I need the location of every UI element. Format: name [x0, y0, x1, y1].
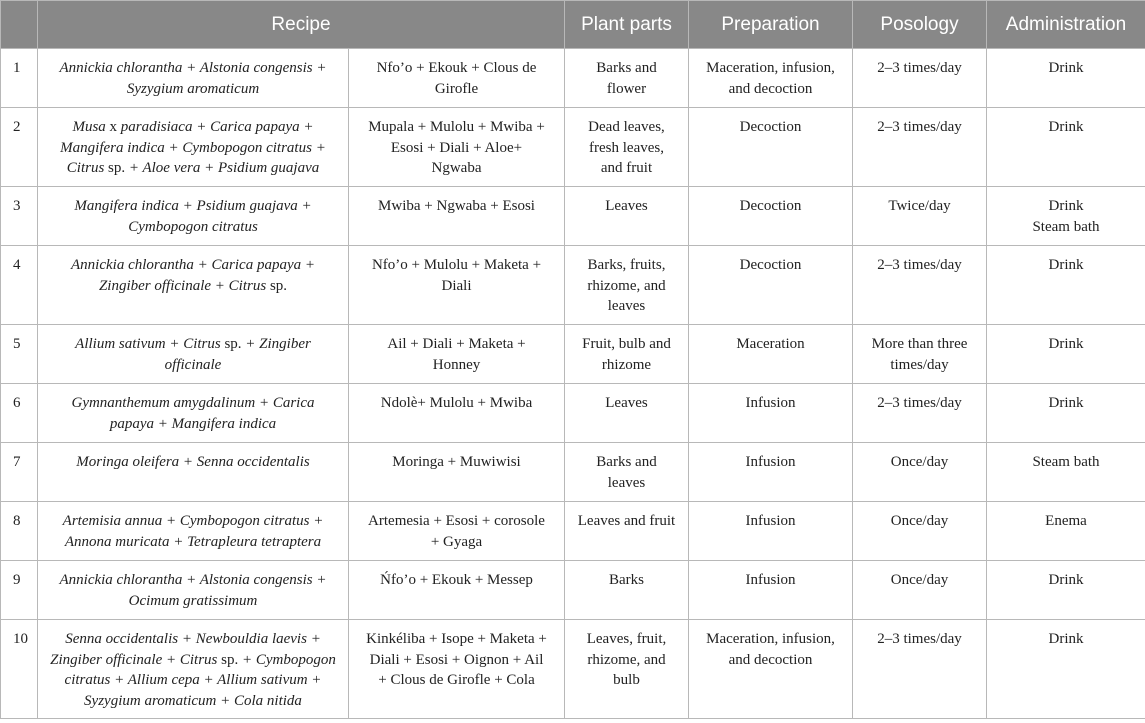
preparation-cell-line: Maceration, infusion,	[706, 631, 835, 647]
plant-parts-cell	[565, 49, 689, 108]
preparation-cell-line: Infusion	[745, 454, 796, 470]
administration-cell-line: Drink	[1048, 60, 1084, 76]
preparation-cell	[689, 325, 853, 384]
recipe-scientific-names-line: Gymnanthemum amygdalinum + Carica	[71, 395, 315, 411]
plant-parts-cell	[565, 561, 689, 620]
administration-cell	[987, 49, 1145, 108]
preparation-cell-line: and decoction	[728, 651, 813, 668]
recipe-local-names	[349, 502, 565, 561]
administration-cell	[987, 187, 1145, 246]
administration-cell-line: Drink	[1048, 257, 1084, 273]
preparation-cell-line: Maceration, infusion,	[706, 60, 835, 76]
recipe-scientific-names-line: Allium sativum + Citrus sp. + Zingiber	[75, 336, 311, 352]
table-row	[1, 561, 1145, 620]
plant-parts-cell-line: bulb	[613, 672, 640, 688]
posology-cell	[853, 384, 987, 443]
recipe-scientific-names	[38, 187, 349, 246]
row-number: 6	[1, 384, 38, 443]
plant-parts-cell-line: rhizome, and	[587, 651, 666, 668]
plant-parts-cell-line: and fruit	[600, 160, 653, 176]
preparation-cell	[689, 384, 853, 443]
table-row	[1, 325, 1145, 384]
plant-parts-cell-line: Leaves, fruit,	[586, 631, 667, 647]
recipe-local-names	[349, 620, 565, 719]
plant-parts-cell	[565, 502, 689, 561]
recipe-local-names	[349, 561, 565, 620]
recipe-local-names-line: Diali	[441, 277, 472, 294]
recipe-local-names	[349, 187, 565, 246]
recipe-local-names-line: Esosi + Diali + Aloe+	[390, 139, 523, 156]
plant-parts-cell	[565, 187, 689, 246]
table-row	[1, 187, 1145, 246]
plant-parts-cell-line: Barks, fruits,	[587, 257, 666, 273]
administration-cell	[987, 246, 1145, 325]
recipe-local-names	[349, 246, 565, 325]
posology-cell-line: More than three	[871, 336, 968, 352]
recipe-local-names-line: Nfo’o + Ekouk + Clous de	[376, 60, 537, 76]
administration-cell	[987, 325, 1145, 384]
recipe-scientific-names-line: Syzygium aromaticum + Cola nitida	[84, 692, 302, 709]
recipe-local-names-line: Artemesia + Esosi + corosole	[368, 513, 545, 529]
recipe-local-names-line: + Gyaga	[430, 533, 483, 550]
preparation-cell-line: Infusion	[745, 572, 796, 588]
administration-cell-line: Enema	[1045, 513, 1087, 529]
row-number: 10	[1, 620, 38, 719]
posology-cell-line: 2–3 times/day	[877, 631, 962, 647]
recipe-scientific-names-line: Zingiber officinale + Citrus sp. + Cymbopogon	[50, 651, 336, 668]
posology-cell	[853, 49, 987, 108]
recipe-scientific-names-line: Zingiber officinale + Citrus sp.	[98, 277, 288, 294]
administration-cell-line: Drink	[1048, 631, 1084, 647]
plant-parts-cell	[565, 384, 689, 443]
plant-parts-cell-line: Leaves	[605, 198, 648, 214]
row-number: 9	[1, 561, 38, 620]
preparation-cell	[689, 502, 853, 561]
administration-cell	[987, 620, 1145, 719]
recipe-scientific-names	[38, 443, 349, 502]
preparation-cell-line: Decoction	[739, 257, 802, 273]
table-row	[1, 443, 1145, 502]
header-administration: Administration	[987, 1, 1145, 49]
preparation-cell	[689, 187, 853, 246]
table-row	[1, 49, 1145, 108]
preparation-cell	[689, 561, 853, 620]
plant-parts-cell-line: rhizome, and	[587, 277, 666, 294]
plant-parts-cell	[565, 443, 689, 502]
recipe-scientific-names	[38, 561, 349, 620]
posology-cell-line: times/day	[890, 356, 949, 373]
posology-cell	[853, 108, 987, 187]
table-row	[1, 246, 1145, 325]
recipe-scientific-names-line: Senna occidentalis + Newbouldia laevis +	[65, 631, 321, 647]
plant-parts-cell	[565, 325, 689, 384]
recipe-local-names	[349, 443, 565, 502]
table-row	[1, 108, 1145, 187]
plant-parts-cell	[565, 620, 689, 719]
administration-cell-line: Drink	[1048, 336, 1084, 352]
recipe-scientific-names-line: Musa x paradisiaca + Carica papaya +	[72, 119, 314, 135]
recipe-scientific-names-line: Syzygium aromaticum	[126, 80, 260, 97]
recipe-local-names-line: Ńfo’o + Ekouk + Messep	[380, 572, 533, 588]
header-plant-parts: Plant parts	[565, 1, 689, 49]
recipe-scientific-names-line: Ocimum gratissimum	[128, 592, 258, 609]
preparation-cell	[689, 246, 853, 325]
row-number: 1	[1, 49, 38, 108]
header-preparation: Preparation	[689, 1, 853, 49]
recipe-local-names-line: Diali + Esosi + Oignon + Ail	[369, 651, 544, 668]
posology-cell	[853, 502, 987, 561]
plant-parts-cell-line: Fruit, bulb and	[582, 336, 671, 352]
recipe-local-names-line: Kinkéliba + Isope + Maketa +	[366, 631, 547, 647]
posology-cell-line: Twice/day	[888, 198, 951, 214]
recipe-scientific-names	[38, 325, 349, 384]
header-recipe: Recipe	[38, 1, 565, 49]
posology-cell-line: 2–3 times/day	[877, 119, 962, 135]
recipe-scientific-names-line: Annickia chlorantha + Carica papaya +	[71, 257, 315, 273]
plant-parts-cell	[565, 108, 689, 187]
administration-cell	[987, 384, 1145, 443]
posology-cell-line: Once/day	[890, 454, 949, 470]
recipe-scientific-names-line: Citrus sp. + Aloe vera + Psidium guajava	[66, 160, 320, 176]
recipe-scientific-names	[38, 49, 349, 108]
posology-cell	[853, 443, 987, 502]
row-number: 5	[1, 325, 38, 384]
header-row	[1, 1, 1145, 49]
posology-cell	[853, 561, 987, 620]
recipe-scientific-names-line: Mangifera indica + Psidium guajava +	[74, 198, 312, 214]
preparation-cell-line: and decoction	[728, 80, 813, 97]
recipe-local-names-line: Mwiba + Ngwaba + Esosi	[378, 198, 535, 214]
recipe-scientific-names-line: citratus + Allium cepa + Allium sativum +	[64, 672, 322, 688]
posology-cell	[853, 187, 987, 246]
row-number: 4	[1, 246, 38, 325]
administration-cell-line: Steam bath	[1032, 454, 1100, 470]
plant-parts-cell-line: rhizome	[601, 356, 652, 373]
table-row	[1, 384, 1145, 443]
recipe-scientific-names	[38, 246, 349, 325]
recipe-local-names-line: Girofle	[434, 80, 479, 97]
plant-parts-cell-line: Barks and	[596, 454, 657, 470]
posology-cell-line: 2–3 times/day	[877, 395, 962, 411]
plant-parts-cell-line: Barks	[609, 572, 644, 588]
table-row	[1, 502, 1145, 561]
posology-cell-line: 2–3 times/day	[877, 60, 962, 76]
recipe-local-names-line: Moringa + Muwiwisi	[392, 454, 521, 470]
posology-cell-line: 2–3 times/day	[877, 257, 962, 273]
preparation-cell	[689, 108, 853, 187]
recipe-local-names-line: Ngwaba	[431, 160, 482, 176]
administration-cell	[987, 108, 1145, 187]
posology-cell-line: Once/day	[890, 513, 949, 529]
administration-cell-line: Drink	[1048, 198, 1084, 214]
recipe-local-names	[349, 108, 565, 187]
recipe-scientific-names-line: Annickia chlorantha + Alstonia congensis +	[59, 60, 327, 76]
table-body	[1, 49, 1145, 719]
plant-parts-cell-line: Leaves	[605, 395, 648, 411]
recipe-scientific-names	[38, 502, 349, 561]
administration-cell	[987, 561, 1145, 620]
row-number: 3	[1, 187, 38, 246]
administration-cell-line: Drink	[1048, 572, 1084, 588]
recipe-scientific-names-line: Artemisia annua + Cymbopogon citratus +	[62, 513, 324, 529]
administration-cell	[987, 443, 1145, 502]
administration-cell-line: Drink	[1048, 119, 1084, 135]
recipe-local-names	[349, 384, 565, 443]
recipe-scientific-names-line: officinale	[164, 356, 222, 373]
recipe-scientific-names-line: papaya + Mangifera indica	[109, 415, 277, 432]
preparation-cell-line: Infusion	[745, 513, 796, 529]
preparation-cell-line: Maceration	[736, 336, 805, 352]
posology-cell	[853, 246, 987, 325]
preparation-cell-line: Decoction	[739, 119, 802, 135]
recipe-scientific-names-line: Annickia chlorantha + Alstonia congensis +	[59, 572, 327, 588]
plant-parts-cell-line: leaves	[607, 298, 646, 314]
posology-cell-line: Once/day	[890, 572, 949, 588]
recipe-scientific-names-line: Moringa oleifera + Senna occidentalis	[76, 454, 310, 470]
recipe-local-names-line: Ndolè+ Mulolu + Mwiba	[380, 395, 533, 411]
recipe-scientific-names	[38, 108, 349, 187]
recipe-local-names-line: Ail + Diali + Maketa +	[387, 336, 526, 352]
posology-cell	[853, 620, 987, 719]
preparation-cell-line: Decoction	[739, 198, 802, 214]
row-number: 8	[1, 502, 38, 561]
preparation-cell-line: Infusion	[745, 395, 796, 411]
table-row	[1, 620, 1145, 719]
header-posology: Posology	[853, 1, 987, 49]
plant-parts-cell-line: Leaves and fruit	[577, 513, 676, 529]
posology-cell	[853, 325, 987, 384]
recipe-scientific-names	[38, 384, 349, 443]
recipe-local-names-line: Honney	[432, 356, 481, 373]
preparation-cell	[689, 443, 853, 502]
plant-parts-cell-line: leaves	[607, 474, 646, 491]
recipe-scientific-names-line: Annona muricata + Tetrapleura tetraptera	[64, 533, 322, 550]
plant-parts-cell-line: fresh leaves,	[589, 139, 664, 156]
administration-cell-line: Steam bath	[1032, 218, 1100, 235]
plant-parts-cell-line: Barks and	[596, 60, 657, 76]
recipe-local-names-line: Nfo’o + Mulolu + Maketa +	[371, 257, 542, 273]
preparation-cell	[689, 620, 853, 719]
recipe-scientific-names-line: Mangifera indica + Cymbopogon citratus +	[60, 139, 326, 156]
recipe-local-names-line: Mupala + Mulolu + Mwiba +	[368, 119, 545, 135]
preparation-cell	[689, 49, 853, 108]
recipe-local-names	[349, 49, 565, 108]
administration-cell-line: Drink	[1048, 395, 1084, 411]
plant-parts-cell	[565, 246, 689, 325]
recipe-scientific-names-line: Cymbopogon citratus	[128, 218, 258, 235]
plant-parts-cell-line: flower	[606, 80, 647, 97]
row-number: 2	[1, 108, 38, 187]
plant-parts-cell-line: Dead leaves,	[588, 119, 665, 135]
recipe-local-names	[349, 325, 565, 384]
row-number: 7	[1, 443, 38, 502]
recipe-local-names-line: + Clous de Girofle + Cola	[378, 672, 535, 688]
recipe-scientific-names	[38, 620, 349, 719]
administration-cell	[987, 502, 1145, 561]
header-number	[1, 1, 38, 49]
